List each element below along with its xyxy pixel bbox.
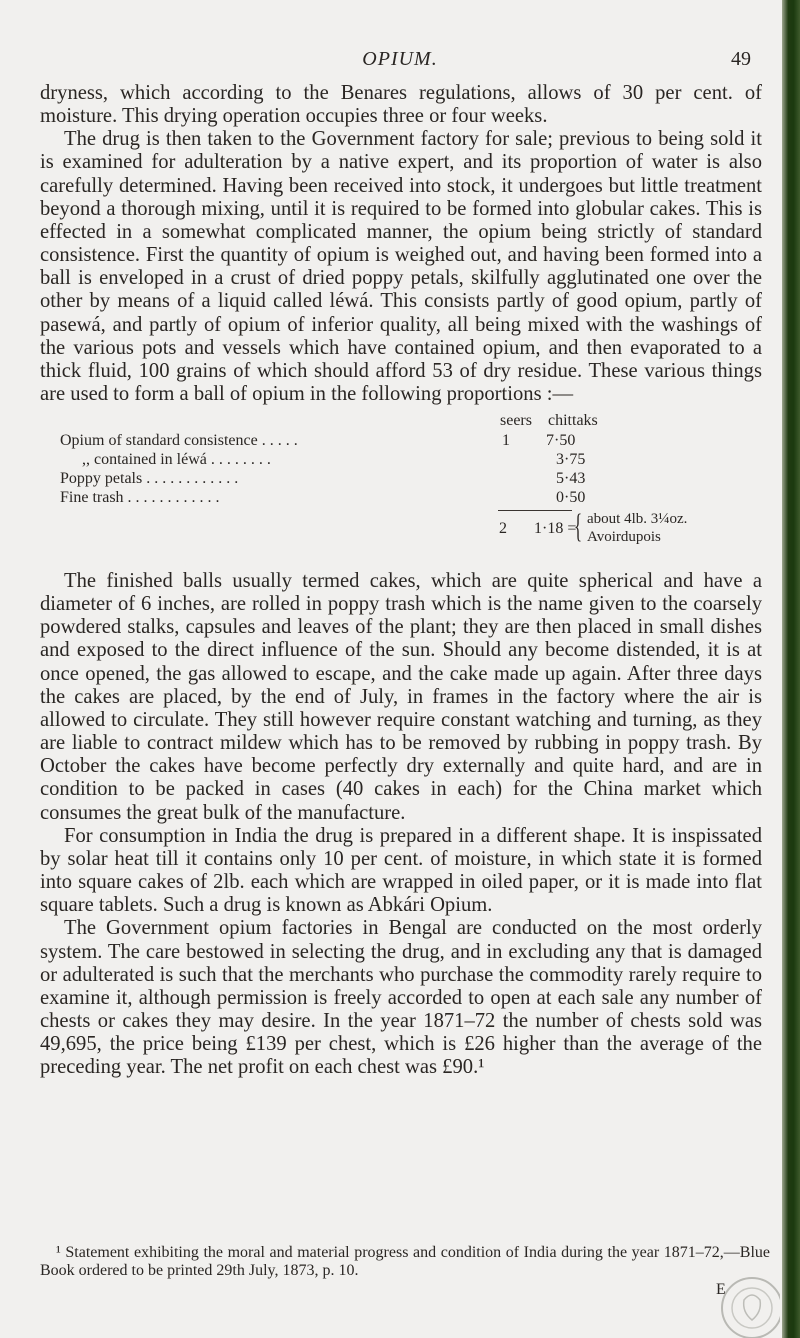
paragraph: The drug is then taken to the Government factory for sale; previous to being sold it is examined for adulteration by a native expert, and its proportion of water is also carefully determined. Having been received into stock, it undergoes but little treatment beyond a thorough mixing, until it is required to be formed into globular cakes. This is effected in a somewhat complicated manner, the opium being strictly of standard consistence. First the quantity of opium is weighed out, and having been formed into a ball is enveloped in a crust of dried poppy petals, skilfully agglutinated one over the other by means of a liquid called léwá. This consists partly of good opium, partly of pasewá, and partly of opium of inferior quality, all being mixed with the washings of the various pots and vessels which have contained opium, and then evaporated to a thick fluid, 100 grains of which should afford 53 of dry residue. These various things are used to form a ball of opium in the following proportions :— bbox=[40, 128, 762, 406]
page-number: 49 bbox=[731, 48, 751, 70]
column-header-seers: seers bbox=[500, 412, 532, 429]
column-header-chittaks: chittaks bbox=[548, 412, 598, 429]
row-chittaks: 7·50 bbox=[546, 432, 576, 449]
footnote bbox=[40, 1244, 770, 1280]
stamp-inner-ring bbox=[732, 1288, 772, 1328]
row-chittaks: 0·50 bbox=[556, 489, 586, 506]
library-stamp-icon bbox=[700, 1262, 780, 1338]
running-title: OPIUM. bbox=[362, 48, 438, 70]
row-label: Fine trash . . . . . . . . . . . . bbox=[60, 489, 220, 506]
body-text-bottom bbox=[40, 570, 762, 1079]
page-edge-binding bbox=[782, 0, 800, 1338]
signature-mark: E bbox=[716, 1281, 726, 1298]
equivalent-unit: Avoirdupois bbox=[587, 529, 661, 545]
paragraph: For consumption in India the drug is prepared in a different shape. It is inspissated by solar heat till it contains only 10 per cent. of moisture, in which state it is formed into square cakes of 2lb. each which are wrapped in oiled paper, or it is made into flat square tablets. Such a drug is known as Abkári Opium. bbox=[40, 824, 762, 917]
row-seers: 1 bbox=[502, 432, 510, 449]
equivalent-weight: about 4lb. 3¼oz. bbox=[587, 511, 688, 527]
row-label: ,, contained in léwá . . . . . . . . bbox=[82, 451, 271, 468]
brace-glyph: { bbox=[574, 508, 583, 545]
total-chittaks: 1·18 = bbox=[534, 520, 577, 537]
paragraph: dryness, which according to the Benares regulations, allows of 30 per cent. of moisture. This drying operation occupies three or four weeks. bbox=[40, 82, 762, 128]
stamp-emblem bbox=[744, 1295, 761, 1320]
paragraph: The finished balls usually termed cakes, which are quite spherical and have a diameter of 6 inches, are rolled in poppy trash which is the name given to the coarsely powdered stalks, capsules and leaves of the plant; they are then placed in small dishes and exposed to the direct influence of the sun. Should any become distended, it is at once opened, the gas allowed to escape, and the cake made up again. After three days the cakes are placed, by the end of July, in frames in the factory where the air is allowed to circulate. They still however require constant watching and turning, as they are liable to contract mildew which has to be removed by rubbing in poppy trash. By October the cakes have become perfectly dry externally and quite hard, and are in condition to be packed in cases (40 cakes in each) for the China market which consumes the great bulk of the manufacture. bbox=[40, 570, 762, 824]
row-label: Opium of standard consistence . . . . . bbox=[60, 432, 298, 449]
proportions-header bbox=[60, 411, 760, 431]
row-label: Poppy petals . . . . . . . . . . . . bbox=[60, 470, 239, 487]
total-seers: 2 bbox=[499, 520, 507, 537]
running-head bbox=[0, 48, 800, 78]
total-rule bbox=[498, 510, 572, 511]
row-chittaks: 3·75 bbox=[556, 451, 586, 468]
table-row bbox=[60, 469, 760, 489]
body-text-top bbox=[40, 82, 762, 406]
table-row bbox=[60, 450, 760, 470]
paragraph: The Government opium factories in Bengal are conducted on the most orderly system. The care bestowed in selecting the drug, and in excluding any that is damaged or adulterated is such that the merchants who purchase the commodity rarely require to examine it, although permission is freely accorded to open at each sale any number of chests or cakes they may desire. In the year 1871–72 the number of chests sold was 49,695, the price being £139 per chest, which is £26 higher than the average of the preceding year. The net profit on each chest was £90.¹ bbox=[40, 917, 762, 1079]
row-chittaks: 5·43 bbox=[556, 470, 586, 487]
footnote-text: ¹ Statement exhibiting the moral and material progress and condition of India during the year 1871–72,—Blue Book ordered to be printed 29th July, 1873, p. 10. bbox=[40, 1244, 770, 1279]
table-row bbox=[60, 431, 760, 451]
table-row bbox=[60, 488, 760, 508]
